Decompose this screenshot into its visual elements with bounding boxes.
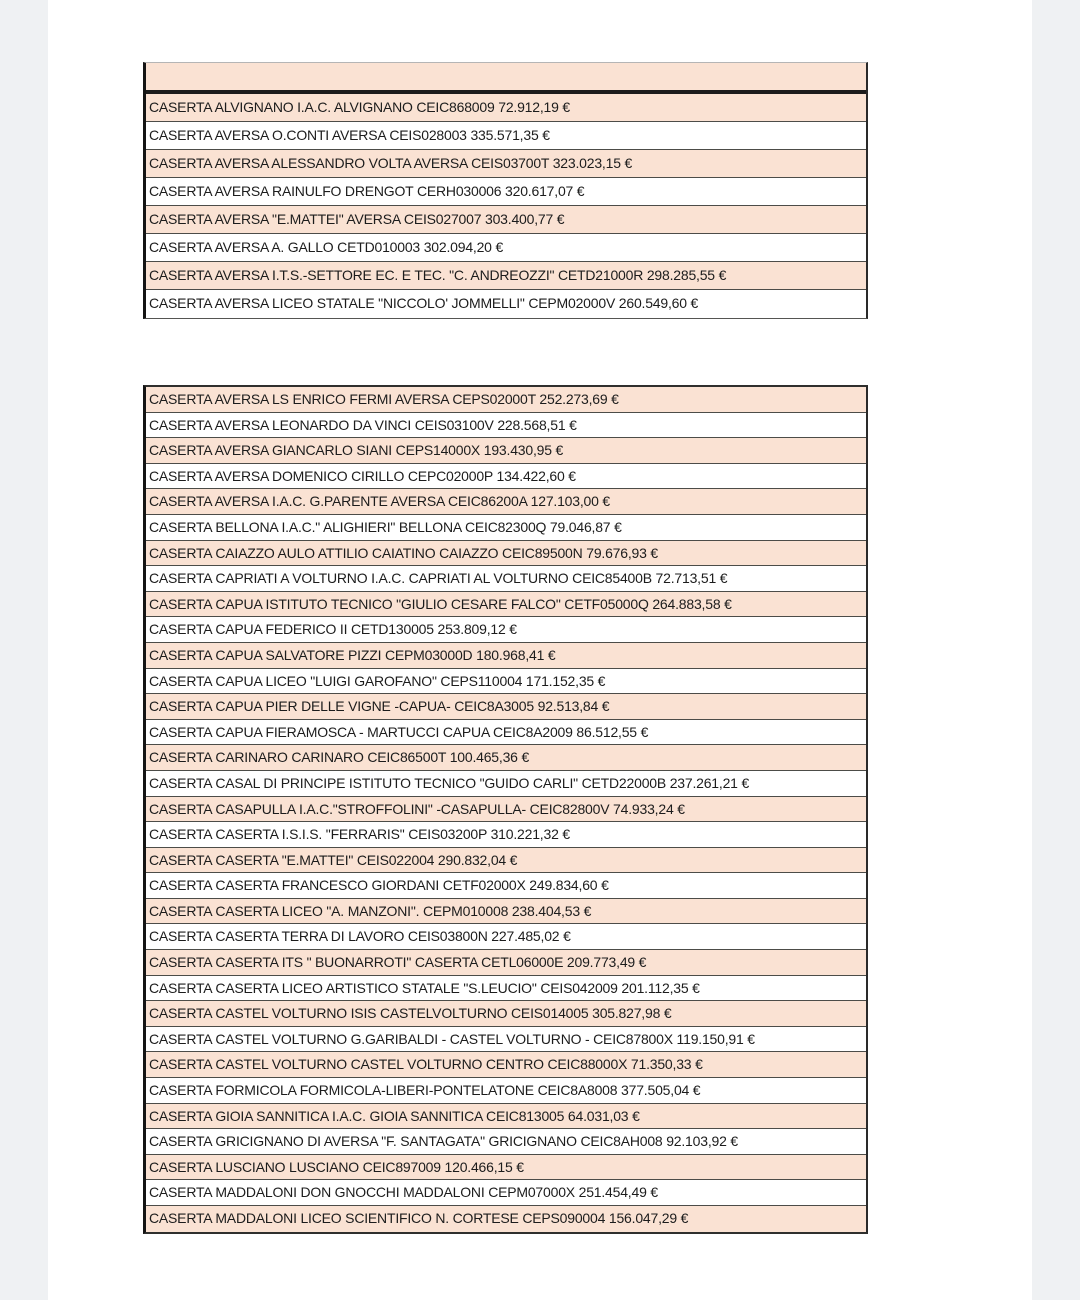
- left-margin-strip: [0, 0, 48, 1300]
- empty-header-row: [146, 63, 866, 90]
- table-row: CASERTA AVERSA LICEO STATALE "NICCOLO' JOMMELLI" CEPM02000V 260.549,60 €: [146, 290, 866, 318]
- table-row: CASERTA AVERSA ALESSANDRO VOLTA AVERSA CEIS03700T 323.023,15 €: [146, 150, 866, 178]
- table-row: CASERTA CASAPULLA I.A.C."STROFFOLINI" -CASAPULLA- CEIC82800V 74.933,24 €: [146, 797, 866, 823]
- table-row: CASERTA GIOIA SANNITICA I.A.C. GIOIA SANNITICA CEIC813005 64.031,03 €: [146, 1104, 866, 1130]
- table-row: CASERTA CAPUA LICEO "LUIGI GAROFANO" CEPS110004 171.152,35 €: [146, 669, 866, 695]
- table-row: CASERTA CAPUA ISTITUTO TECNICO "GIULIO CESARE FALCO" CETF05000Q 264.883,58 €: [146, 592, 866, 618]
- table-row: CASERTA FORMICOLA FORMICOLA-LIBERI-PONTELATONE CEIC8A8008 377.505,04 €: [146, 1078, 866, 1104]
- table-row: CASERTA CAIAZZO AULO ATTILIO CAIATINO CAIAZZO CEIC89500N 79.676,93 €: [146, 541, 866, 567]
- table-row: CASERTA AVERSA I.A.C. G.PARENTE AVERSA CEIC86200A 127.103,00 €: [146, 489, 866, 515]
- table-row: CASERTA AVERSA LS ENRICO FERMI AVERSA CEPS02000T 252.273,69 €: [146, 387, 866, 413]
- school-funding-table-top: [143, 62, 868, 319]
- table-row: CASERTA CAPUA FEDERICO II CETD130005 253.809,12 €: [146, 617, 866, 643]
- table-row: CASERTA AVERSA O.CONTI AVERSA CEIS028003 335.571,35 €: [146, 122, 866, 150]
- table-row: CASERTA CASERTA ITS " BUONARROTI" CASERTA CETL06000E 209.773,49 €: [146, 950, 866, 976]
- table-row: CASERTA LUSCIANO LUSCIANO CEIC897009 120.466,15 €: [146, 1155, 866, 1181]
- table-rows-main: [146, 387, 866, 1232]
- table-row: CASERTA CASERTA TERRA DI LAVORO CEIS03800N 227.485,02 €: [146, 924, 866, 950]
- table-row: CASERTA AVERSA RAINULFO DRENGOT CERH030006 320.617,07 €: [146, 178, 866, 206]
- school-funding-table-main: [143, 385, 868, 1234]
- table-row: CASERTA AVERSA LEONARDO DA VINCI CEIS03100V 228.568,51 €: [146, 413, 866, 439]
- table-row: CASERTA CASAL DI PRINCIPE ISTITUTO TECNICO "GUIDO CARLI" CETD22000B 237.261,21 €: [146, 771, 866, 797]
- table-row: CASERTA CAPUA SALVATORE PIZZI CEPM03000D 180.968,41 €: [146, 643, 866, 669]
- table-row: CASERTA CASERTA LICEO "A. MANZONI". CEPM010008 238.404,53 €: [146, 899, 866, 925]
- table-row: CASERTA CASERTA FRANCESCO GIORDANI CETF02000X 249.834,60 €: [146, 873, 866, 899]
- table-row: CASERTA CARINARO CARINARO CEIC86500T 100.465,36 €: [146, 745, 866, 771]
- table-row: CASERTA CAPUA FIERAMOSCA - MARTUCCI CAPUA CEIC8A2009 86.512,55 €: [146, 720, 866, 746]
- table-row: CASERTA BELLONA I.A.C." ALIGHIERI" BELLONA CEIC82300Q 79.046,87 €: [146, 515, 866, 541]
- table-row: CASERTA AVERSA I.T.S.-SETTORE EC. E TEC. "C. ANDREOZZI" CETD21000R 298.285,55 €: [146, 262, 866, 290]
- table-row: CASERTA AVERSA A. GALLO CETD010003 302.094,20 €: [146, 234, 866, 262]
- table-row: CASERTA MADDALONI DON GNOCCHI MADDALONI CEPM07000X 251.454,49 €: [146, 1180, 866, 1206]
- right-margin-strip: [1032, 0, 1080, 1300]
- table-row: CASERTA ALVIGNANO I.A.C. ALVIGNANO CEIC868009 72.912,19 €: [146, 94, 866, 122]
- table-row: CASERTA AVERSA DOMENICO CIRILLO CEPC02000P 134.422,60 €: [146, 464, 866, 490]
- table-row: CASERTA CASERTA I.S.I.S. "FERRARIS" CEIS03200P 310.221,32 €: [146, 822, 866, 848]
- table-row: CASERTA CAPUA PIER DELLE VIGNE -CAPUA- CEIC8A3005 92.513,84 €: [146, 694, 866, 720]
- table-row: CASERTA CAPRIATI A VOLTURNO I.A.C. CAPRIATI AL VOLTURNO CEIC85400B 72.713,51 €: [146, 566, 866, 592]
- table-row: CASERTA CASTEL VOLTURNO ISIS CASTELVOLTURNO CEIS014005 305.827,98 €: [146, 1001, 866, 1027]
- table-rows-top: [146, 94, 866, 318]
- table-row: CASERTA CASERTA "E.MATTEI" CEIS022004 290.832,04 €: [146, 848, 866, 874]
- table-row: CASERTA AVERSA "E.MATTEI" AVERSA CEIS027007 303.400,77 €: [146, 206, 866, 234]
- table-row: CASERTA MADDALONI LICEO SCIENTIFICO N. CORTESE CEPS090004 156.047,29 €: [146, 1206, 866, 1232]
- table-row: CASERTA CASERTA LICEO ARTISTICO STATALE "S.LEUCIO" CEIS042009 201.112,35 €: [146, 976, 866, 1002]
- table-row: CASERTA CASTEL VOLTURNO CASTEL VOLTURNO CENTRO CEIC88000X 71.350,33 €: [146, 1052, 866, 1078]
- table-row: CASERTA CASTEL VOLTURNO G.GARIBALDI - CASTEL VOLTURNO - CEIC87800X 119.150,91 €: [146, 1027, 866, 1053]
- table-row: CASERTA GRICIGNANO DI AVERSA "F. SANTAGATA" GRICIGNANO CEIC8AH008 92.103,92 €: [146, 1129, 866, 1155]
- table-row: CASERTA AVERSA GIANCARLO SIANI CEPS14000X 193.430,95 €: [146, 438, 866, 464]
